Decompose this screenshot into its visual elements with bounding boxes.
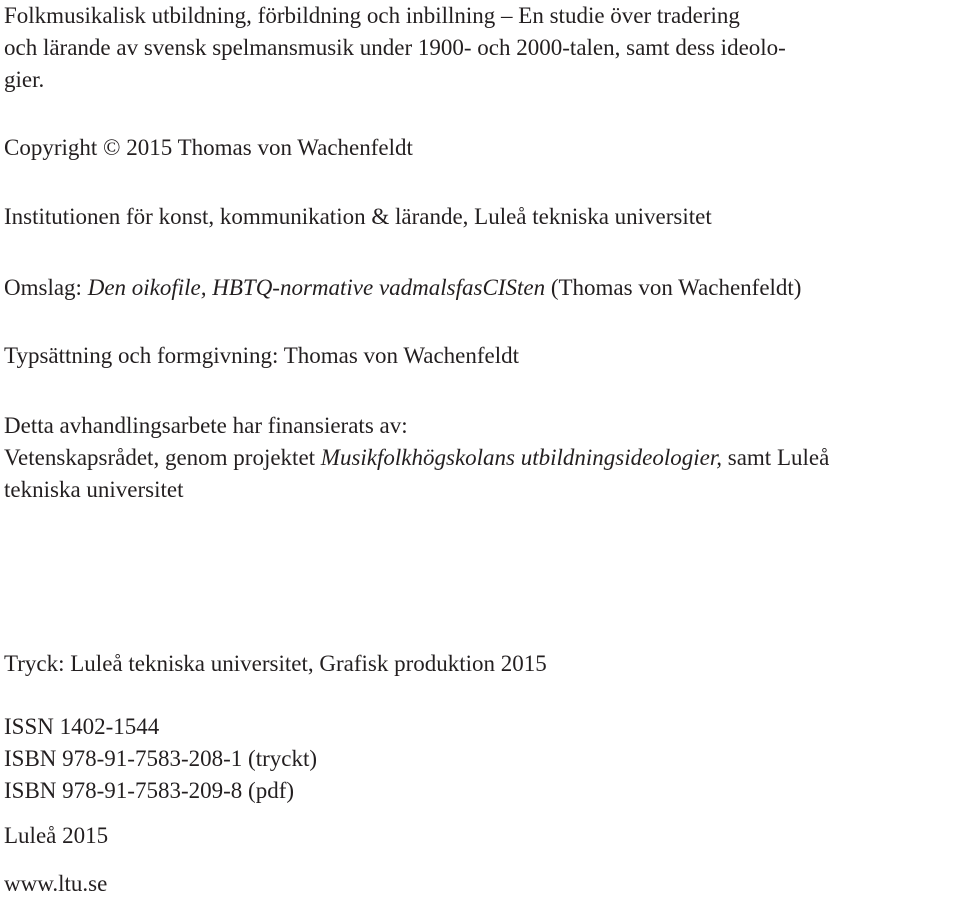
cover-artwork-title: Den oikofile, HBTQ-normative vadmalsfasCISten xyxy=(87,275,546,300)
website-link[interactable]: www.ltu.se xyxy=(4,871,108,896)
funding-source-end: tekniska universitet xyxy=(4,477,184,502)
website xyxy=(4,868,954,900)
funding-intro: Detta avhandlingsarbete har finansierats av: xyxy=(4,413,408,438)
funding-source: Vetenskapsrådet, genom projektet xyxy=(4,445,316,470)
copyright-text: Copyright © 2015 Thomas von Wachenfeldt xyxy=(4,135,413,160)
book-title xyxy=(4,0,954,96)
issn: ISSN 1402-1544 xyxy=(4,714,160,739)
identifiers xyxy=(4,711,954,807)
typesetting-text: Typsättning och formgivning: Thomas von Wachenfeldt xyxy=(4,343,520,368)
funding-statement xyxy=(4,410,954,506)
book-title-line-1: Folkmusikalisk utbildning, förbildning och inbillning – En studie över tradering xyxy=(4,3,740,28)
book-title-line-2: och lärande av svensk spelmansmusik under 1900- och 2000-talen, samt dess ideolo- xyxy=(4,35,786,60)
institution xyxy=(4,201,954,233)
print-credit xyxy=(4,648,954,680)
copyright-notice xyxy=(4,132,954,164)
institution-text: Institutionen för konst, kommunikation & lärande, Luleå tekniska universitet xyxy=(4,204,712,229)
book-title-line-3: gier. xyxy=(4,67,45,92)
cover-credit xyxy=(4,272,954,304)
funding-source-cont: samt Luleå xyxy=(727,445,830,470)
place-year-text: Luleå 2015 xyxy=(4,823,109,848)
isbn-print: ISBN 978-91-7583-208-1 (tryckt) xyxy=(4,746,318,771)
funding-project-title: Musikfolkhögskolans utbildningsideologier, xyxy=(320,445,722,470)
typesetting-credit xyxy=(4,340,954,372)
isbn-pdf: ISBN 978-91-7583-209-8 (pdf) xyxy=(4,778,295,803)
cover-label: Omslag: xyxy=(4,275,82,300)
place-year xyxy=(4,820,954,852)
print-text: Tryck: Luleå tekniska universitet, Grafisk produktion 2015 xyxy=(4,651,547,676)
cover-artist: (Thomas von Wachenfeldt) xyxy=(550,275,802,300)
